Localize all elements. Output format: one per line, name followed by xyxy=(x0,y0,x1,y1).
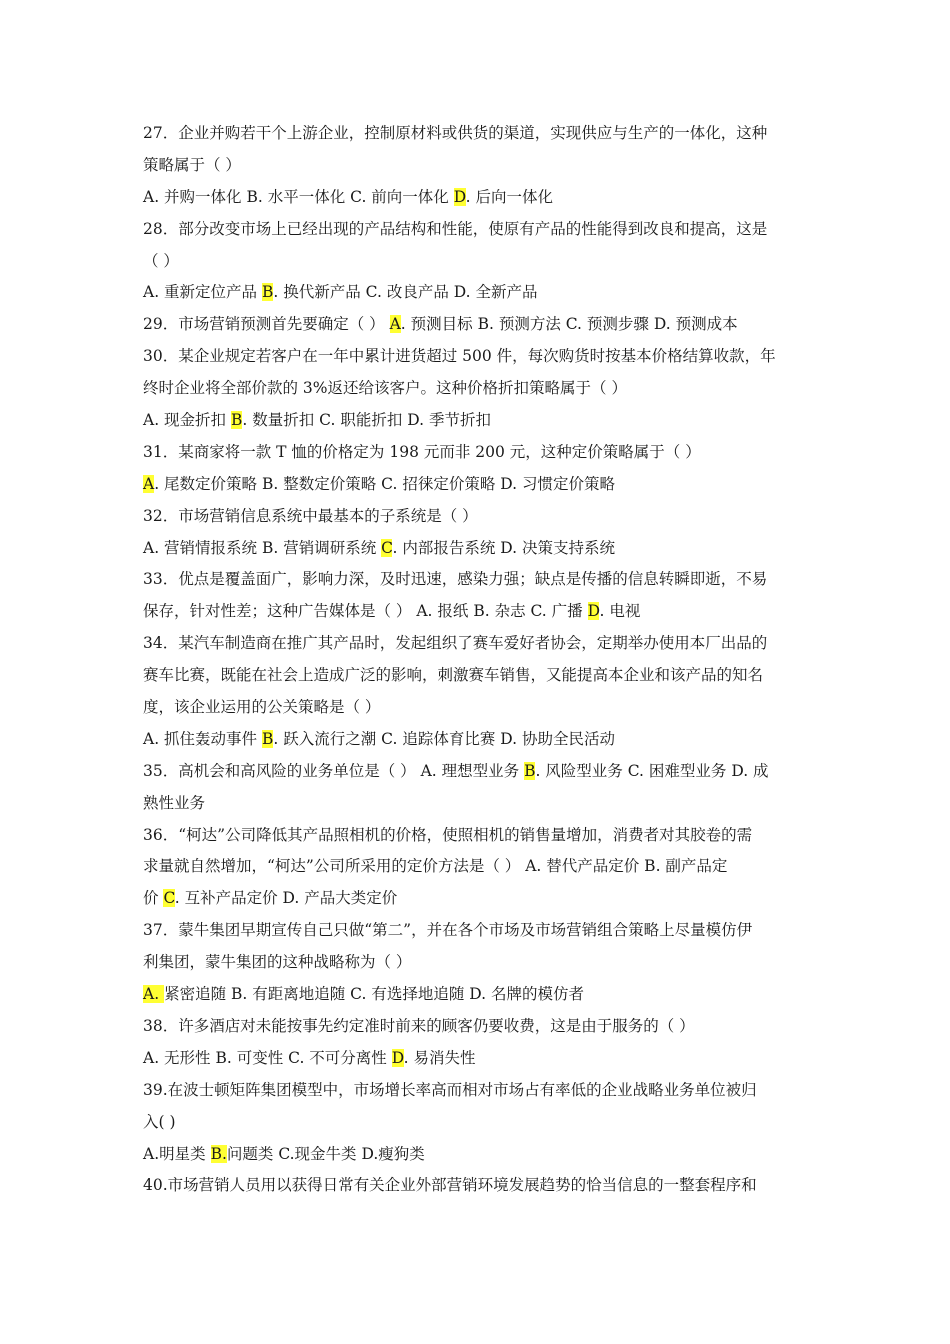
text-line xyxy=(143,979,813,1011)
text-segment: 问题类 C.现金牛类 D.瘦狗类 xyxy=(226,1144,425,1163)
answer-highlight: A. xyxy=(143,985,165,1004)
answer-highlight: B xyxy=(230,411,243,430)
answer-highlight: C xyxy=(381,538,393,557)
text-segment: 33．优点是覆盖面广，影响力深，及时迅速，感染力强；缺点是传播的信息转瞬即逝，不易 xyxy=(143,570,768,589)
text-line xyxy=(143,1107,813,1139)
answer-highlight: D xyxy=(587,602,600,621)
text-line xyxy=(143,501,813,533)
text-line xyxy=(143,118,813,150)
text-segment: 34．某汽车制造商在推广其产品时，发起组织了赛车爱好者协会，定期举办使用本厂出品的 xyxy=(143,634,768,653)
text-segment: . 易消失性 xyxy=(403,1048,476,1067)
answer-highlight: D xyxy=(391,1048,404,1067)
text-segment: 38．许多酒店对未能按事先约定准时前来的顾客仍要收费，这是由于服务的（ ） xyxy=(143,1016,695,1035)
text-segment: A. 并购一体化 B. 水平一体化 C. 前向一体化 xyxy=(143,187,454,206)
text-line xyxy=(143,373,813,405)
answer-highlight: C xyxy=(163,889,175,908)
text-segment: A. 重新定位产品 xyxy=(143,283,262,302)
text-line xyxy=(143,1139,813,1171)
text-segment: 终时企业将全部价款的 3%返还给该客户。这种价格折扣策略属于（ ） xyxy=(143,379,627,398)
text-line xyxy=(143,947,813,979)
text-segment: . 电视 xyxy=(599,602,641,621)
text-segment: 策略属于（ ） xyxy=(143,155,241,174)
text-segment: 利集团，蒙牛集团的这种战略称为（ ） xyxy=(143,953,412,972)
document-body xyxy=(143,118,813,1202)
text-segment: A. 现金折扣 xyxy=(143,411,231,430)
text-line xyxy=(143,692,813,724)
text-segment: . 内部报告系统 D. 决策支持系统 xyxy=(392,538,615,557)
text-segment: 紧密追随 B. 有距离地追随 C. 有选择地追随 D. 名牌的模仿者 xyxy=(164,985,584,1004)
text-segment: 29．市场营销预测首先要确定（ ） xyxy=(143,315,390,334)
answer-highlight: B xyxy=(261,729,274,748)
text-segment: 27．企业并购若干个上游企业，控制原材料或供货的渠道，实现供应与生产的一体化，这种 xyxy=(143,124,768,142)
text-segment: 31．某商家将一款 T 恤的价格定为 198 元而非 200 元，这种定价策略属于（ ） xyxy=(143,442,701,461)
answer-highlight: B. xyxy=(210,1144,227,1163)
text-segment: 赛车比赛，既能在社会上造成广泛的影响，刺激赛车销售，又能提高本企业和该产品的知名 xyxy=(143,666,764,685)
text-segment: 36．“柯达”公司降低其产品照相机的价格，使照相机的销售量增加，消费者对其胶卷的需 xyxy=(143,825,753,844)
text-segment: . 风险型业务 C. 困难型业务 D. 成 xyxy=(535,761,769,780)
text-segment: 32．市场营销信息系统中最基本的子系统是（ ） xyxy=(143,506,478,525)
text-segment: （ ） xyxy=(143,251,179,270)
text-segment: 熟性业务 xyxy=(143,793,206,812)
text-line xyxy=(143,1043,813,1075)
text-segment: 40.市场营销人员用以获得日常有关企业外部营销环境发展趋势的恰当信息的一整套程序和 xyxy=(143,1176,757,1195)
text-segment: . 换代新产品 C. 改良产品 D. 全新产品 xyxy=(273,283,538,302)
text-segment: 价 xyxy=(143,889,164,908)
text-segment: A.明星类 xyxy=(143,1144,211,1163)
answer-highlight: A xyxy=(389,315,401,334)
text-line xyxy=(143,564,813,596)
text-line xyxy=(143,788,813,820)
text-segment: A. 抓住轰动事件 xyxy=(143,729,262,748)
text-line xyxy=(143,915,813,947)
text-line xyxy=(143,660,813,692)
text-segment: . 互补产品定价 D. 产品大类定价 xyxy=(174,889,398,908)
text-line xyxy=(143,309,813,341)
text-line xyxy=(143,341,813,373)
text-segment: . 预测目标 B. 预测方法 C. 预测步骤 D. 预测成本 xyxy=(400,315,738,334)
text-line xyxy=(143,437,813,469)
text-line xyxy=(143,628,813,660)
answer-highlight: B xyxy=(524,761,536,780)
answer-highlight: A xyxy=(143,474,155,493)
text-line xyxy=(143,1011,813,1043)
text-line xyxy=(143,469,813,501)
answer-highlight: D xyxy=(453,187,466,206)
text-segment: 28．部分改变市场上已经出现的产品结构和性能，使原有产品的性能得到改良和提高，这是 xyxy=(143,219,768,238)
text-line xyxy=(143,214,813,246)
text-line xyxy=(143,182,813,214)
text-segment: 求量就自然增加，“柯达”公司所采用的定价方法是（ ） A. 替代产品定价 B. 副产品定 xyxy=(143,857,728,876)
text-segment: . 后向一体化 xyxy=(465,187,553,206)
text-line xyxy=(143,405,813,437)
text-segment: A. 无形性 B. 可变性 C. 不可分离性 xyxy=(143,1048,392,1067)
text-line xyxy=(143,533,813,565)
answer-highlight: B xyxy=(261,283,274,302)
text-segment: 保存，针对性差；这种广告媒体是（ ） A. 报纸 B. 杂志 C. 广播 xyxy=(143,602,588,621)
text-line xyxy=(143,150,813,182)
text-segment: 35．高机会和高风险的业务单位是（ ） A. 理想型业务 xyxy=(143,761,525,780)
text-line xyxy=(143,246,813,278)
text-line xyxy=(143,756,813,788)
text-line xyxy=(143,820,813,852)
text-line xyxy=(143,1170,813,1202)
text-segment: A. 营销情报系统 B. 营销调研系统 xyxy=(143,538,382,557)
text-line xyxy=(143,277,813,309)
text-line xyxy=(143,724,813,756)
text-segment: 39.在波士顿矩阵集团模型中，市场增长率高而相对市场占有率低的企业战略业务单位被归 xyxy=(143,1080,757,1099)
text-line xyxy=(143,1075,813,1107)
text-segment: . 跃入流行之潮 C. 追踪体育比赛 D. 协助全民活动 xyxy=(273,729,615,748)
text-line xyxy=(143,883,813,915)
text-segment: 30．某企业规定若客户在一年中累计进货超过 500 件，每次购货时按基本价格结算收款，年 xyxy=(143,347,776,366)
text-segment: . 数量折扣 C. 职能折扣 D. 季节折扣 xyxy=(242,411,491,430)
text-segment: 度，该企业运用的公关策略是（ ） xyxy=(143,698,381,717)
text-segment: 入( ) xyxy=(143,1112,176,1131)
text-segment: . 尾数定价策略 B. 整数定价策略 C. 招徕定价策略 D. 习惯定价策略 xyxy=(154,474,615,493)
text-line xyxy=(143,596,813,628)
text-line xyxy=(143,851,813,883)
text-segment: 37．蒙牛集团早期宣传自己只做“第二”，并在各个市场及市场营销组合策略上尽量模仿伊 xyxy=(143,921,753,940)
